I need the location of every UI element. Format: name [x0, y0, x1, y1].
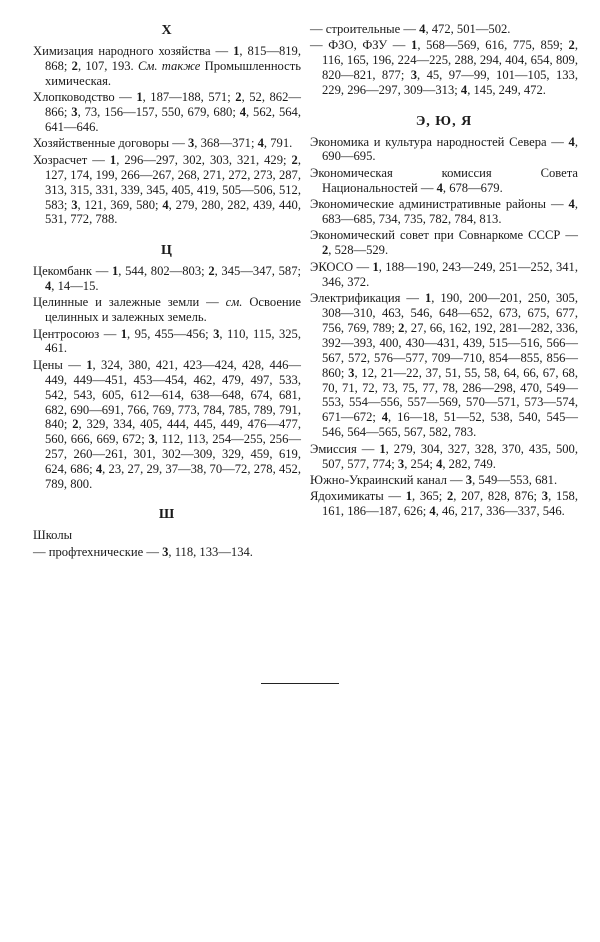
- index-entry-yadokhimikaty: Ядохимикаты — 1, 365; 2, 207, 828, 876; 3, 158, 161, 186—187, 626; 4, 46, 217, 336—337, 546.: [310, 489, 578, 519]
- index-entry-khozraschet: Хозрасчет — 1, 296—297, 302, 303, 321, 429; 2, 127, 174, 199, 266—267, 268, 271, 272, 273, 287, 313, 315, 331, 339, 345, 405, 419, 505—506, 512, 583; 3, 121, 369, 580; 4, 279, 280, 282, 439, 440, 531, 772, 788.: [33, 152, 302, 227]
- index-entry-shkoly: Школы: [33, 528, 73, 543]
- index-entry-tseny: Цены — 1, 324, 380, 421, 423—424, 428, 446—449, 449—451, 453—454, 462, 479, 497, 533, 542, 543, 605, 612—614, 638—648, 674, 681, 682, 690—691, 766, 769, 773, 784, 785, 789, 791, 840; 2, 329, 334, 405, 444, 445, 449, 476—477, 560, 666, 669, 672; 3, 112, 113, 254—255, 256—257, 260—261, 301, 302—309, 329, 459, 619, 624, 686; 4, 23, 27, 29, 37—38, 70—72, 278, 452, 789, 800.: [33, 357, 302, 492]
- index-entry-tsentrosoyuz: Центросоюз — 1, 95, 455—456; 3, 110, 115, 325, 461.: [33, 326, 301, 356]
- index-entry-tselinnye-zemli: Целинные и залежные земли — см. Освоение целинных и залежных земель.: [33, 295, 301, 325]
- index-entry-emissiya: Эмиссия — 1, 279, 304, 327, 328, 370, 435, 500, 507, 577, 774; 3, 254; 4, 282, 749.: [310, 441, 578, 471]
- index-entry-ekonomicheskie-rayony: Экономические административные районы — 4, 683—685, 734, 735, 782, 784, 813.: [310, 197, 578, 227]
- index-entry-tsekombank: Цекомбанк — 1, 544, 802—803; 2, 345—347, 587; 4, 14—15.: [33, 263, 302, 293]
- left-column: [33, 22, 301, 561]
- section-heading-ts: Ц: [161, 242, 173, 258]
- section-heading-sh: Ш: [158, 507, 176, 523]
- closing-rule: [261, 683, 339, 684]
- index-entry-ekonomika-severa: Экономика и культура народностей Севера — 4, 690—695.: [310, 134, 578, 164]
- index-entry-khlopkovodstvo: Хлопководство — 1, 187—188, 571; 2, 52, 862—866; 3, 73, 156—157, 550, 679, 680; 4, 562, 564, 641—646.: [33, 90, 301, 135]
- index-entry-ekoso: ЭКОСО — 1, 188—190, 243—249, 251—252, 341, 346, 372.: [310, 259, 578, 289]
- index-entry-ekonomicheskaya-komissiya: Экономическая комиссия Совета Национальностей — 4, 678—679.: [310, 165, 578, 195]
- section-heading-kh: Х: [161, 23, 173, 38]
- right-column: [310, 22, 578, 521]
- index-entry-khimizatsiya: Химизация народного хозяйства — 1, 815—819, 868; 2, 107, 193. См. также Промышленность химическая.: [33, 44, 302, 88]
- index-entry-yuzhno-ukrainskiy-kanal: Южно-Украинский канал — 3, 549—553, 681.: [310, 472, 558, 487]
- index-subentry-proftekhnicheskie: — профтехнические — 3, 118, 133—134.: [33, 544, 253, 559]
- index-entry-ekonomicheskiy-sovet: Экономический совет при Совнаркоме СССР — 2, 528—529.: [310, 228, 578, 258]
- index-entry-khozyaystvennye-dogovory: Хозяйственные договоры — 3, 368—371; 4, 791.: [33, 136, 293, 151]
- index-subentry-stroitelnye: — строительные — 4, 472, 501—502.: [310, 22, 511, 36]
- index-entry-elektrifikatsiya: Электрификация — 1, 190, 200—201, 250, 305, 308—310, 463, 546, 648—652, 673, 675, 677, 756, 769, 789; 2, 27, 66, 162, 192, 281—282, 336, 392—393, 400, 430—431, 439, 515—516, 566—567, 572, 576—577, 709—710, 854—855, 856—860; 3, 12, 21—22, 37, 51, 55, 58, 64, 66, 67, 68, 70, 71, 72, 73, 75, 77, 78, 286—298, 470, 549—553, 554—556, 557—569, 570—571, 573—574, 671—672; 4, 16—18, 51—52, 538, 540, 545—546, 564—565, 567, 582, 783.: [310, 291, 578, 440]
- index-subentry-fzo-fzu: — ФЗО, ФЗУ — 1, 568—569, 616, 775, 859; 2, 116, 165, 196, 224—225, 288, 294, 404, 654, 809, 820—821, 877; 3, 45, 97—99, 101—105, 133, 229, 296—297, 309—313; 4, 145, 249, 472.: [310, 38, 578, 98]
- section-heading-e-yu-ya: Э, Ю, Я: [415, 113, 473, 129]
